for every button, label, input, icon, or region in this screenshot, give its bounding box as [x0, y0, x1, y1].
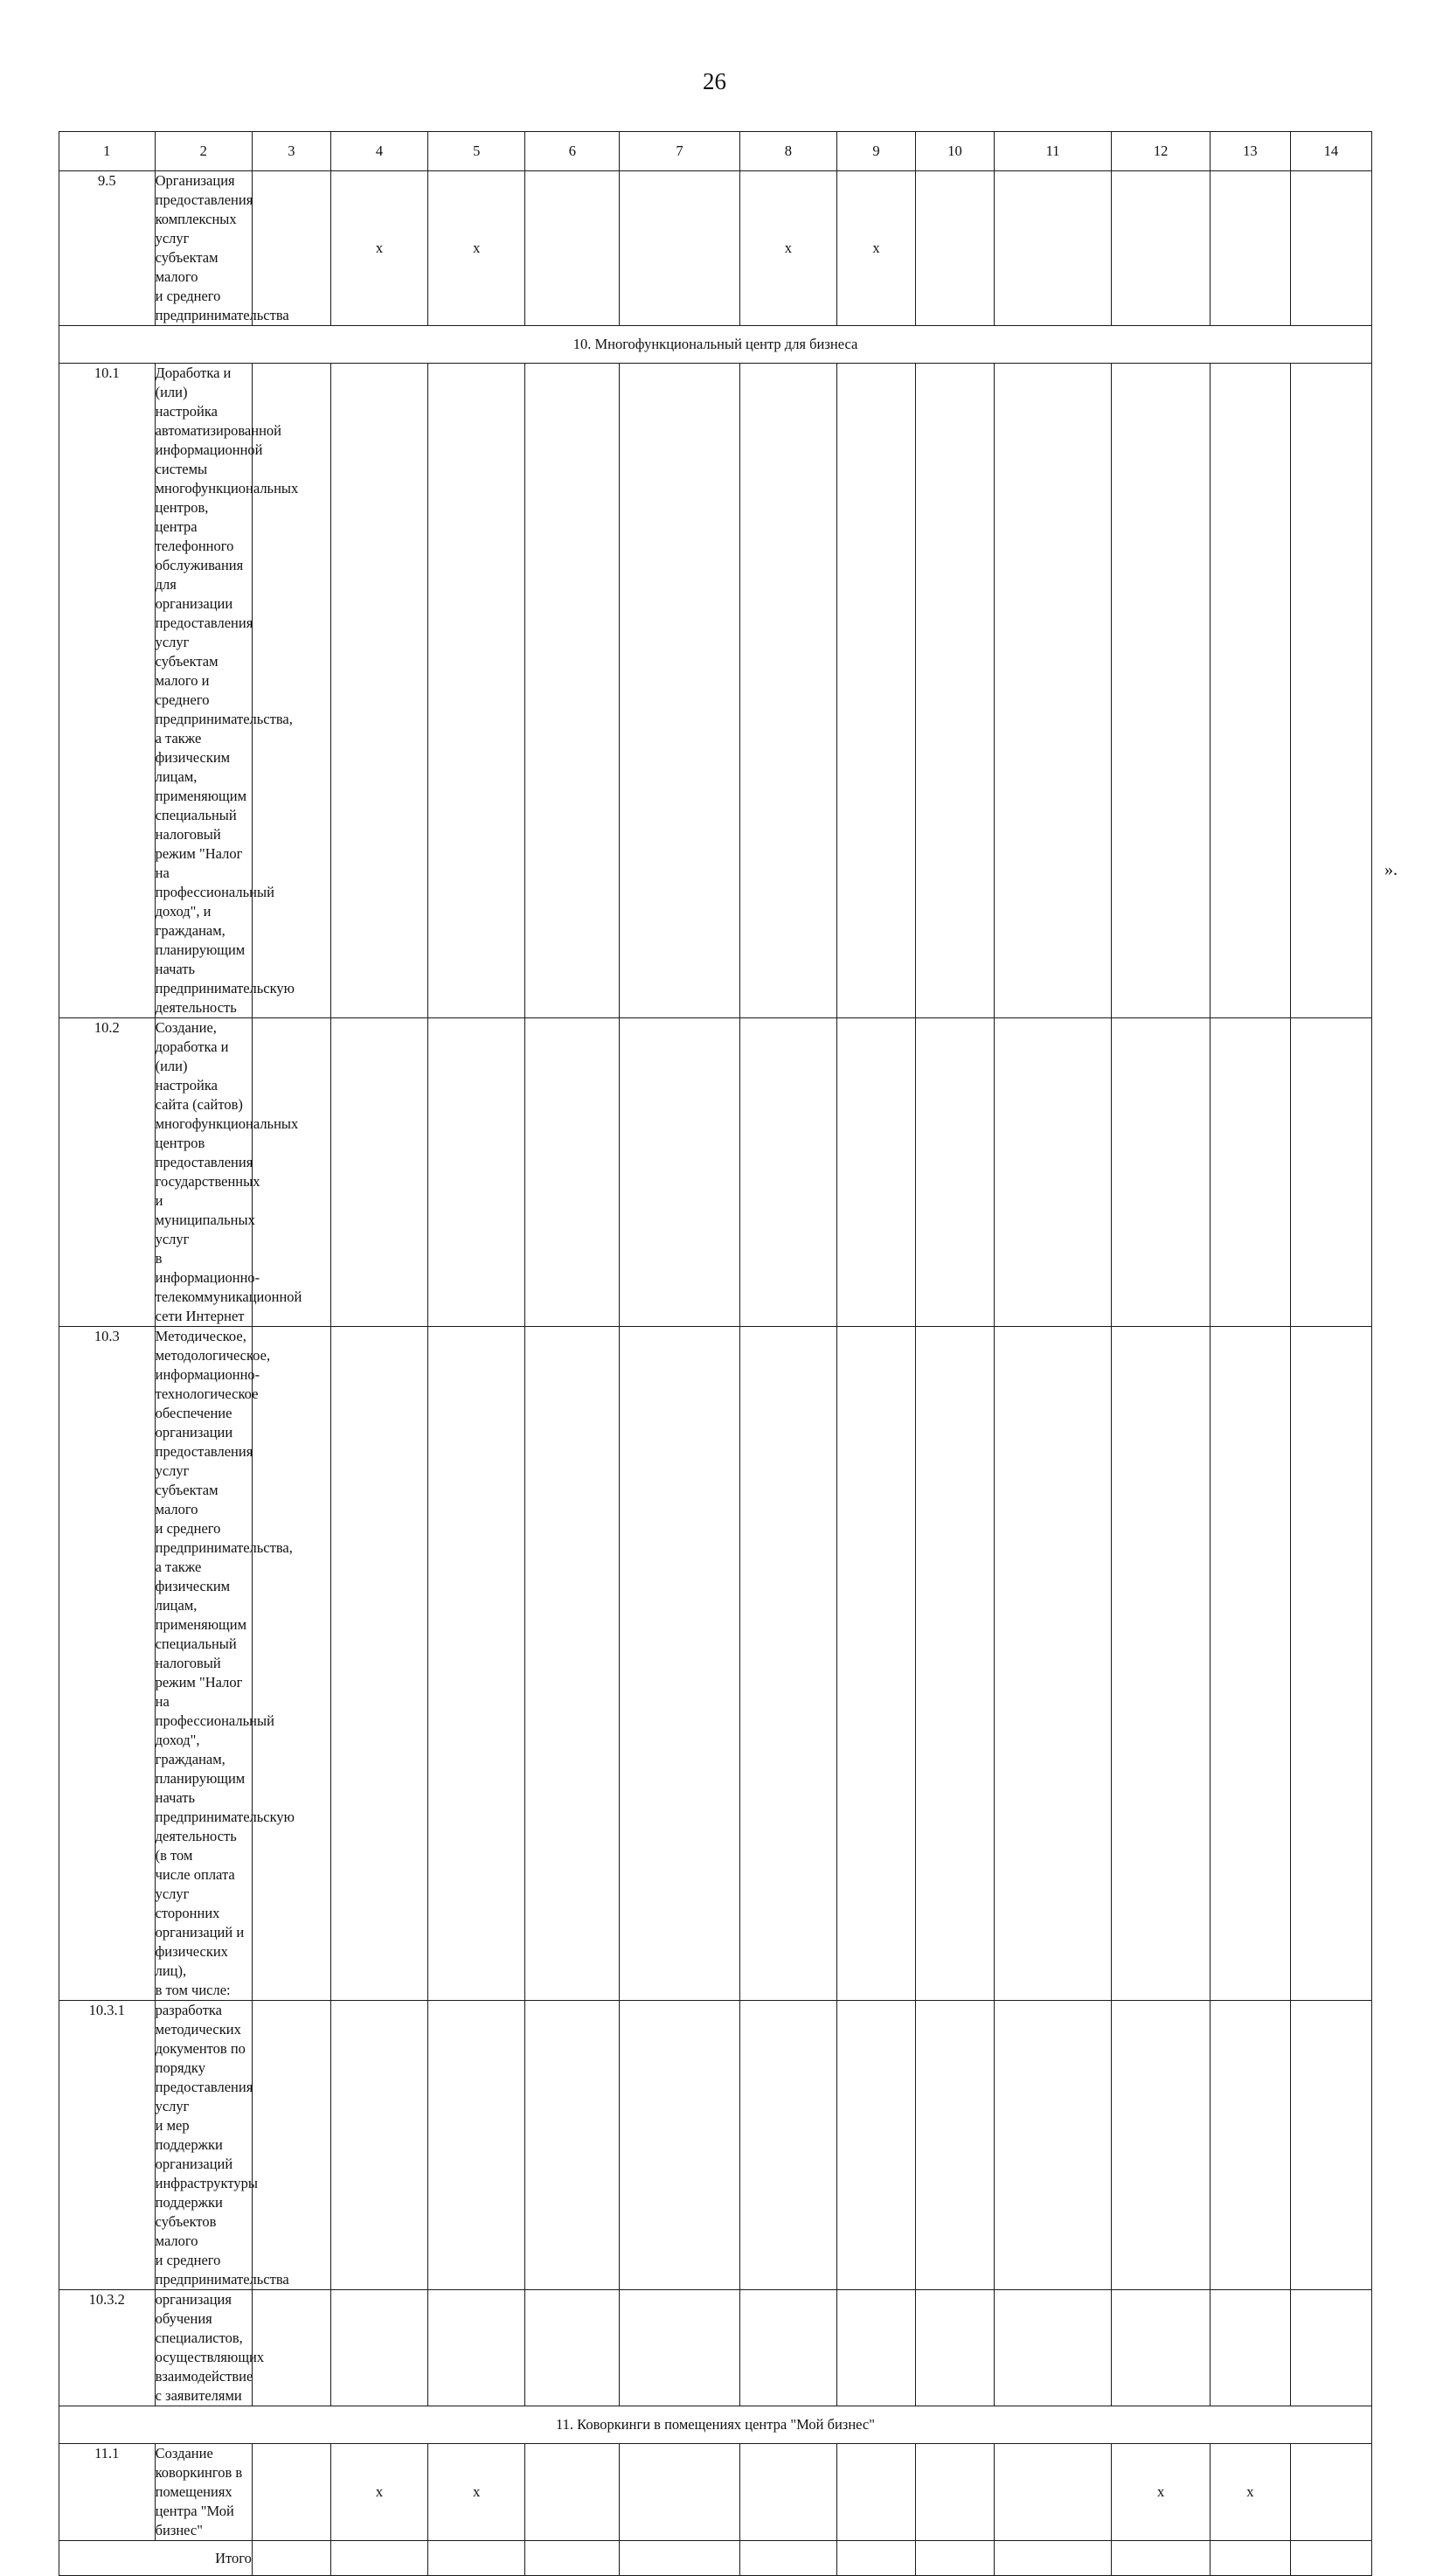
mark-cell [739, 2290, 836, 2406]
mark-cell [525, 171, 620, 326]
total-cell [1210, 2541, 1291, 2576]
mark-cell [620, 1327, 739, 2001]
mark-cell: х [837, 171, 916, 326]
mark-cell [330, 2290, 427, 2406]
mark-cell [428, 1327, 525, 2001]
plan-table [59, 131, 1372, 2576]
mark-cell [620, 171, 739, 326]
mark-cell [837, 1018, 916, 1327]
column-header: 14 [1290, 132, 1371, 171]
table-row [59, 2001, 1372, 2290]
mark-cell [620, 364, 739, 1018]
mark-cell [1112, 2290, 1210, 2406]
mark-cell [1210, 364, 1291, 1018]
mark-cell [330, 1327, 427, 2001]
mark-cell [252, 2290, 330, 2406]
item-number: 10.1 [59, 364, 156, 1018]
mark-cell [428, 2001, 525, 2290]
table-row [59, 2444, 1372, 2541]
item-number: 10.2 [59, 1018, 156, 1327]
mark-cell [525, 364, 620, 1018]
column-header: 8 [739, 132, 836, 171]
mark-cell [1290, 2444, 1371, 2541]
mark-cell [916, 1018, 995, 1327]
mark-cell [525, 2290, 620, 2406]
column-header: 10 [916, 132, 995, 171]
mark-cell [994, 2001, 1111, 2290]
column-header: 9 [837, 132, 916, 171]
mark-cell [1112, 1327, 1210, 2001]
mark-cell [620, 1018, 739, 1327]
mark-cell [1112, 364, 1210, 1018]
total-cell [739, 2541, 836, 2576]
total-label: Итого [59, 2541, 253, 2576]
mark-cell [330, 364, 427, 1018]
table-row [59, 2290, 1372, 2406]
table-row [59, 1018, 1372, 1327]
item-number: 10.3 [59, 1327, 156, 2001]
mark-cell [1112, 171, 1210, 326]
mark-cell [837, 2001, 916, 2290]
mark-cell [994, 1327, 1111, 2001]
mark-cell [252, 2444, 330, 2541]
item-description: Организация предоставления комплексных услуг субъектам малого и среднего предпринимательства [155, 171, 252, 326]
mark-cell [252, 171, 330, 326]
column-header: 3 [252, 132, 330, 171]
item-description: организация обучения специалистов, осуществляющих взаимодействие с заявителями [155, 2290, 252, 2406]
item-number: 10.3.2 [59, 2290, 156, 2406]
item-number: 11.1 [59, 2444, 156, 2541]
mark-cell: х [428, 2444, 525, 2541]
column-header: 7 [620, 132, 739, 171]
table-row [59, 1327, 1372, 2001]
mark-cell [994, 364, 1111, 1018]
mark-cell [525, 2001, 620, 2290]
mark-cell [620, 2290, 739, 2406]
mark-cell [1210, 2290, 1291, 2406]
item-description: Создание, доработка и (или) настройка сайта (сайтов) многофункциональных центров предоставления государственных и муниципальных услуг в информационно-телекоммуникационной сети Интернет [155, 1018, 252, 1327]
total-cell [916, 2541, 995, 2576]
mark-cell [620, 2444, 739, 2541]
total-cell [837, 2541, 916, 2576]
column-header: 1 [59, 132, 156, 171]
mark-cell [837, 1327, 916, 2001]
mark-cell [252, 2001, 330, 2290]
total-cell [1290, 2541, 1371, 2576]
mark-cell: х [428, 171, 525, 326]
table-header-row [59, 132, 1372, 171]
item-description: Создание коворкингов в помещениях центра "Мой бизнес" [155, 2444, 252, 2541]
column-header: 5 [428, 132, 525, 171]
section-row [59, 326, 1372, 364]
column-header: 2 [155, 132, 252, 171]
table-row [59, 364, 1372, 1018]
item-number: 10.3.1 [59, 2001, 156, 2290]
mark-cell [1210, 1018, 1291, 1327]
mark-cell [1112, 2001, 1210, 2290]
total-cell [994, 2541, 1111, 2576]
total-cell [525, 2541, 620, 2576]
mark-cell [525, 1018, 620, 1327]
column-header: 11 [994, 132, 1111, 171]
mark-cell [916, 171, 995, 326]
total-cell [428, 2541, 525, 2576]
mark-cell [620, 2001, 739, 2290]
total-cell [1112, 2541, 1210, 2576]
mark-cell [837, 364, 916, 1018]
mark-cell [916, 2001, 995, 2290]
mark-cell [1112, 1018, 1210, 1327]
mark-cell [252, 1018, 330, 1327]
total-cell [252, 2541, 330, 2576]
closing-quote-mark: ». [1384, 860, 1398, 879]
mark-cell [739, 1327, 836, 2001]
item-description: Методическое, методологическое, информационно-технологическое обеспечение организации предоставления услуг субъектам малого и среднего предпринимательства, а также физическим лицам, применяющим специальный налоговый режим "Налог на профессиональный доход", гражданам, планирующим начать предпринимательскую деятельность (в том числе оплата услуг сторонних организаций и физических лиц), в том числе: [155, 1327, 252, 2001]
mark-cell [428, 2290, 525, 2406]
mark-cell [739, 2444, 836, 2541]
mark-cell: х [330, 2444, 427, 2541]
column-header: 12 [1112, 132, 1210, 171]
mark-cell [837, 2290, 916, 2406]
mark-cell [916, 2290, 995, 2406]
mark-cell: х [330, 171, 427, 326]
mark-cell [1290, 2001, 1371, 2290]
total-cell [620, 2541, 739, 2576]
mark-cell [1210, 1327, 1291, 2001]
mark-cell [330, 1018, 427, 1327]
mark-cell [994, 171, 1111, 326]
mark-cell [837, 2444, 916, 2541]
mark-cell [994, 1018, 1111, 1327]
mark-cell [525, 2444, 620, 2541]
section-row [59, 2406, 1372, 2444]
section-title: 10. Многофункциональный центр для бизнеса [59, 326, 1372, 364]
mark-cell [1210, 171, 1291, 326]
mark-cell [252, 364, 330, 1018]
mark-cell [525, 1327, 620, 2001]
item-description: разработка методических документов по порядку предоставления услуг и мер поддержки организаций инфраструктуры поддержки субъектов малого и среднего предпринимательства [155, 2001, 252, 2290]
item-description: Доработка и (или) настройка автоматизированной информационной системы многофункциональных центров, центра телефонного обслуживания для организации предоставления услуг субъектам малого и среднего предпринимательства, а также физическим лицам, применяющим специальный налоговый режим "Налог на профессиональный доход", и гражданам, планирующим начать предпринимательскую деятельность [155, 364, 252, 1018]
mark-cell: х [1210, 2444, 1291, 2541]
total-cell [330, 2541, 427, 2576]
mark-cell [1290, 2290, 1371, 2406]
mark-cell [994, 2444, 1111, 2541]
mark-cell [739, 1018, 836, 1327]
column-header: 6 [525, 132, 620, 171]
table-row [59, 171, 1372, 326]
mark-cell [1290, 1327, 1371, 2001]
mark-cell [428, 364, 525, 1018]
mark-cell [916, 364, 995, 1018]
mark-cell: х [1112, 2444, 1210, 2541]
mark-cell: х [739, 171, 836, 326]
total-row [59, 2541, 1372, 2576]
page-number: 26 [703, 68, 726, 94]
mark-cell [1210, 2001, 1291, 2290]
mark-cell [1290, 1018, 1371, 1327]
mark-cell [739, 364, 836, 1018]
mark-cell [739, 2001, 836, 2290]
item-number: 9.5 [59, 171, 156, 326]
mark-cell [330, 2001, 427, 2290]
mark-cell [1290, 171, 1371, 326]
column-header: 13 [1210, 132, 1291, 171]
mark-cell [252, 1327, 330, 2001]
mark-cell [916, 1327, 995, 2001]
mark-cell [994, 2290, 1111, 2406]
column-header: 4 [330, 132, 427, 171]
mark-cell [1290, 364, 1371, 1018]
section-title: 11. Коворкинги в помещениях центра "Мой бизнес" [59, 2406, 1372, 2444]
mark-cell [916, 2444, 995, 2541]
mark-cell [428, 1018, 525, 1327]
